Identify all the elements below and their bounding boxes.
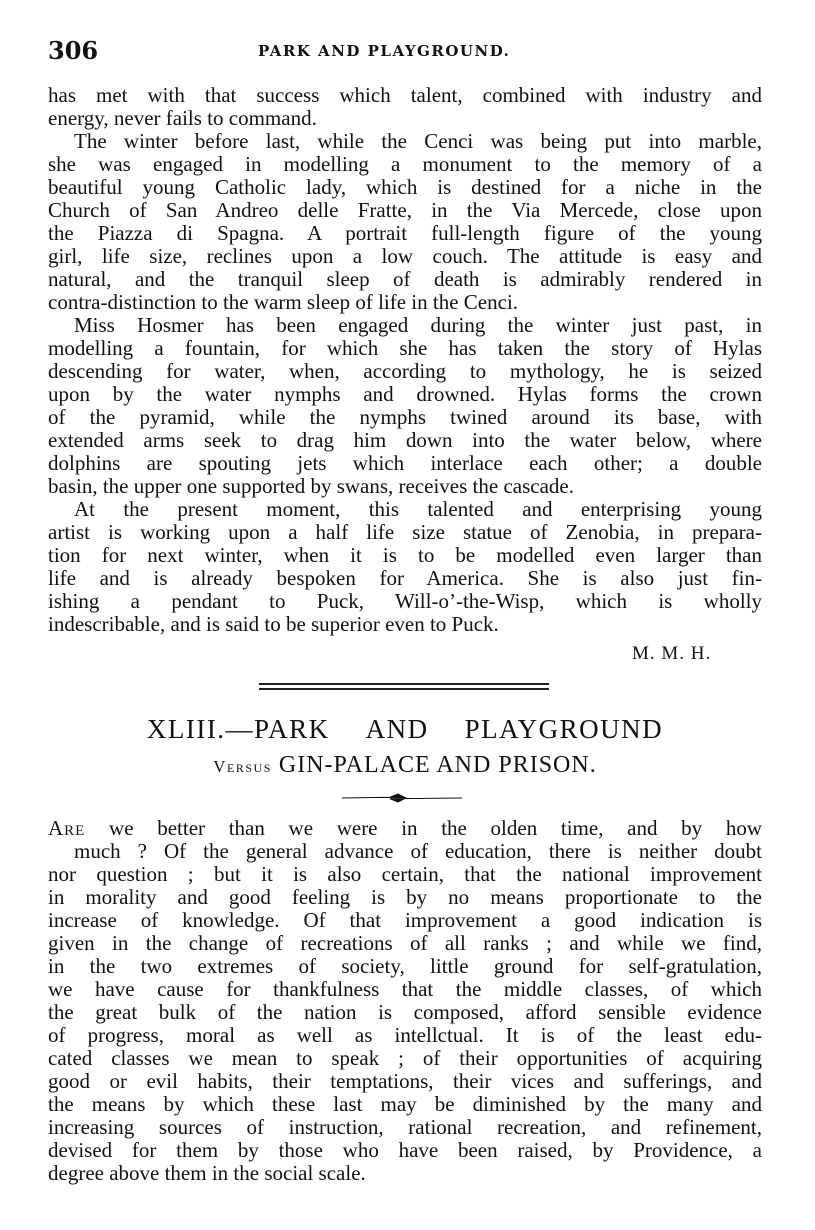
text-line: Miss Hosmer has been engaged during the winter just past, in — [74, 313, 762, 337]
text-line: life and is already bespoken for America. She is also just fin- — [48, 566, 762, 590]
section-title-rest: PLAYGROUND — [464, 714, 664, 744]
text-line: in morality and good feeling is by no means proportionate to the — [48, 885, 762, 909]
divider-rule-bottom — [259, 688, 549, 690]
running-title: PARK AND PLAYGROUND. — [258, 42, 511, 60]
text-line: natural, and the tranquil sleep of death is admirably rendered in — [48, 267, 762, 291]
text-line: descending for water, when, according to mythology, he is seized — [48, 359, 762, 383]
text-line: modelling a fountain, for which she has taken the story of Hylas — [48, 336, 762, 360]
text-line: tion for next winter, when it is to be modelled even larger than — [48, 543, 762, 567]
text-line: much ? Of the general advance of education, there is neither doubt — [74, 839, 762, 863]
text-line: energy, never fails to command. — [48, 106, 317, 130]
section-title — [48, 714, 762, 745]
text-line: increasing sources of instruction, rational recreation, and refinement, — [48, 1115, 762, 1139]
text-line: we have cause for thankfulness that the middle classes, of which — [48, 977, 762, 1001]
text-line: contra-distinction to the warm sleep of life in the Cenci. — [48, 290, 519, 314]
text-line: of progress, moral as well as intellctual. It is of the least edu- — [48, 1023, 762, 1047]
text-line: ishing a pendant to Puck, Will-o’-the-Wisp, which is wholly — [48, 589, 762, 613]
text-line: extended arms seek to drag him down into the water below, where — [48, 428, 762, 452]
text-line: increase of knowledge. Of that improvement a good indication is — [48, 908, 762, 932]
text-line: devised for them by those who have been raised, by Providence, a — [48, 1138, 762, 1162]
page-header — [48, 36, 762, 66]
text-line: the great bulk of the nation is composed, afford sensible evidence — [48, 1000, 762, 1024]
versus-label: Versus — [213, 757, 272, 776]
text-line: of the pyramid, while the nymphs twined around its base, with — [48, 405, 762, 429]
text-line: she was engaged in modelling a monument to the memory of a — [48, 152, 762, 176]
text-line: good or evil habits, their temptations, their vices and sufferings, and — [48, 1069, 762, 1093]
text-line: has met with that success which talent, combined with industry and — [48, 83, 762, 107]
text-line: basin, the upper one supported by swans, receives the cascade. — [48, 474, 574, 498]
text-line: artist is working upon a half life size statue of Zenobia, in prepara- — [48, 520, 762, 544]
page-number: 306 — [48, 36, 99, 65]
subtitle-text: GIN-PALACE AND PRISON. — [278, 752, 597, 778]
text-line: in the two extremes of society, little ground for self-gratulation, — [48, 954, 762, 978]
text-line: dolphins are spouting jets which interlace each other; a double — [48, 451, 762, 475]
text-line: cated classes we mean to speak ; of their opportunities of acquiring — [48, 1046, 762, 1070]
text-line: girl, life size, reclines upon a low couch. The attitude is easy and — [48, 244, 762, 268]
text-line: At the present moment, this talented and enterprising young — [74, 497, 762, 521]
text-line: nor question ; but it is also certain, that the national improvement — [48, 862, 762, 886]
article-top-text — [48, 84, 762, 636]
text-line: Are we better than we were in the olden time, and by how — [48, 816, 763, 840]
text-line: upon by the water nymphs and drowned. Hylas forms the crown — [48, 382, 762, 406]
text-line: beautiful young Catholic lady, which is destined for a niche in the — [48, 175, 762, 199]
section-title-and: AND — [365, 714, 429, 744]
text-line: The winter before last, while the Cenci was being put into marble, — [74, 129, 762, 153]
author-signature: M. M. H. — [632, 643, 712, 664]
article-body-text — [48, 817, 762, 1185]
text-line: given in the change of recreations of all ranks ; and while we find, — [48, 931, 762, 955]
divider-rule-top — [259, 683, 549, 685]
ornament-dash-icon — [340, 792, 464, 804]
section-title-number: XLIII.—PARK — [146, 714, 330, 744]
text-line: the Piazza di Spagna. A portrait full-length figure of the young — [48, 221, 762, 245]
text-line: Church of San Andreo delle Fratte, in the Via Mercede, close upon — [48, 198, 762, 222]
text-line: indescribable, and is said to be superior even to Puck. — [48, 612, 499, 636]
section-subtitle — [48, 752, 762, 779]
drop-word: Are — [48, 816, 86, 840]
text-line: degree above them in the social scale. — [48, 1161, 366, 1185]
text-line: the means by which these last may be diminished by the many and — [48, 1092, 762, 1116]
